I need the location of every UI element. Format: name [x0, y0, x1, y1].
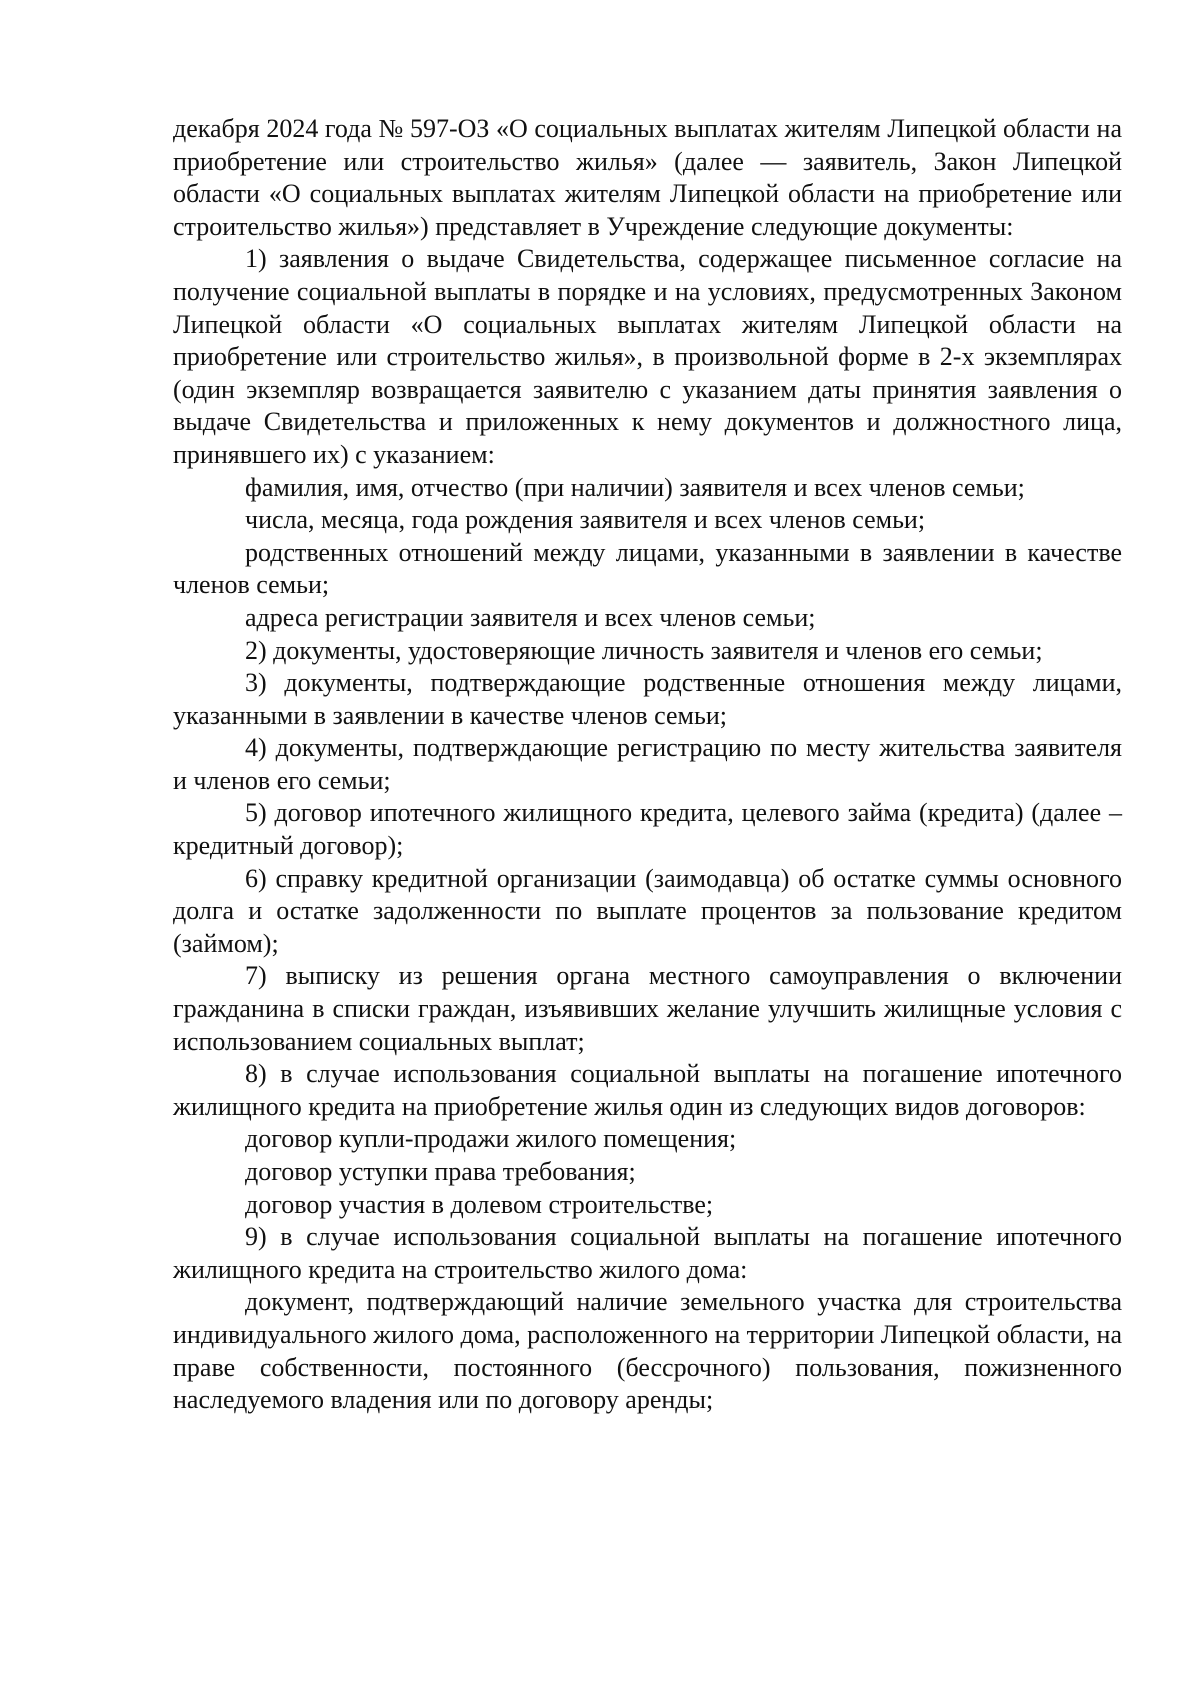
paragraph-item-2: 2) документы, удостоверяющие личность заявителя и членов его семьи;: [245, 635, 1043, 665]
document-page: [173, 113, 1122, 1417]
paragraph-item-7: 7) выписку из решения органа местного самоуправления о включении гражданина в списки граждан, изъявивших желание улучшить жилищные условия с использованием социальных выплат;: [173, 961, 1122, 1056]
paragraph-item-8-assignment: договор уступки права требования;: [245, 1157, 636, 1186]
paragraph-item-1-address: адреса регистрации заявителя и всех членов семьи;: [245, 602, 816, 632]
paragraph-item-8-sale: договор купли-продажи жилого помещения;: [245, 1124, 737, 1154]
paragraph-item-4: 4) документы, подтверждающие регистрацию по месту жительства заявителя и членов его семьи;: [173, 733, 1122, 795]
paragraph-item-8-shared: договор участия в долевом строительстве;: [245, 1189, 714, 1219]
paragraph-item-8: 8) в случае использования социальной выплаты на погашение ипотечного жилищного кредита на приобретение жилья один из следующих видов договоров:: [173, 1059, 1122, 1121]
paragraph-item-5: 5) договор ипотечного жилищного кредита, целевого займа (кредита) (далее – кредитный договор);: [173, 798, 1122, 861]
paragraph-item-1-relations: родственных отношений между лицами, указанными в заявлении в качестве членов семьи;: [173, 537, 1122, 600]
paragraph-item-1-fio: фамилия, имя, отчество (при наличии) заявителя и всех членов семьи;: [245, 472, 1025, 502]
paragraph-item-1-birthdate: числа, месяца, года рождения заявителя и всех членов семьи;: [245, 505, 926, 535]
paragraph-item-9-land: документ, подтверждающий наличие земельного участка для строительства индивидуального жилого дома, расположенного на территории Липецкой области, на праве собственности, постоянного (бессрочного) пользования, пожизненного наследуемого владения или по договору аренды;: [173, 1287, 1122, 1415]
paragraph-continuation: декабря 2024 года № 597-ОЗ «О социальных выплатах жителям Липецкой области на приобретение или строительство жилья» (далее — заявитель, Закон Липецкой области «О социальных выплатах жителям Липецкой области на приобретение или строительство жилья») представляет в Учреждение следующие документы:: [173, 114, 1122, 241]
paragraph-item-6: 6) справку кредитной организации (заимодавца) об остатке суммы основного долга и остатке задолженности по выплате процентов за пользование кредитом (займом);: [173, 863, 1122, 958]
paragraph-item-9: 9) в случае использования социальной выплаты на погашение ипотечного жилищного кредита на строительство жилого дома:: [173, 1222, 1122, 1284]
paragraph-item-1: 1) заявления о выдаче Свидетельства, содержащее письменное согласие на получение социальной выплаты в порядке и на условиях, предусмотренных Законом Липецкой области «О социальных выплатах жителям Липецкой области на приобретение или строительство жилья», в произвольной форме в 2-х экземплярах (один экземпляр возвращается заявителю с указанием даты принятия заявления о выдаче Свидетельства и приложенных к нему документов и должностного лица, принявшего их) с указанием:: [173, 244, 1122, 469]
paragraph-item-3: 3) документы, подтверждающие родственные отношения между лицами, указанными в заявлении в качестве членов семьи;: [173, 668, 1122, 730]
